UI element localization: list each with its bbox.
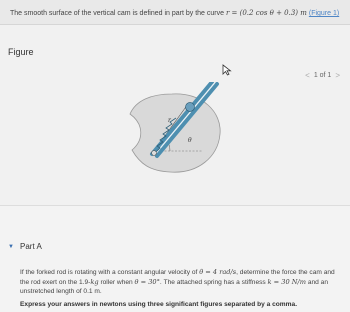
theta-symbol: θ: [188, 137, 192, 144]
pivot-pin: [152, 151, 157, 156]
answer-instruction: Express your answers in newtons using three significant figures separated by a comma.: [20, 301, 298, 308]
roller: [186, 103, 195, 112]
curve-equation: r = (0.2 cos θ + 0.3) m: [225, 9, 307, 17]
r-symbol: r: [168, 117, 171, 124]
cam-figure: [110, 82, 230, 177]
angular-velocity: θ̇ = 4 rad/s: [199, 268, 237, 276]
part-a-title[interactable]: Part A: [20, 242, 42, 251]
problem-header: [0, 0, 350, 25]
mass-unit: kg: [90, 277, 99, 286]
collapse-chevron-icon[interactable]: ▼: [8, 244, 14, 250]
spring-stiffness: k = 30 N/m: [267, 277, 306, 286]
part-a-question: [20, 268, 342, 296]
figure-link[interactable]: (Figure 1): [308, 10, 340, 17]
question-text-3: roller when: [98, 278, 135, 286]
question-text-4: . The attached spring has a stiffness: [159, 278, 268, 286]
part-a-section: [0, 205, 350, 312]
figure-page-indicator: 1 of 1: [313, 72, 332, 79]
problem-statement: [10, 9, 339, 17]
theta-value: θ = 30°: [134, 277, 160, 286]
question-text-2: , determine the force the cam and the rod exert on the 1.9-: [20, 269, 335, 286]
figure-heading: Figure: [8, 47, 34, 57]
figure-pager: [305, 71, 340, 80]
question-text-5: and an unstretched length of 0.1 m.: [20, 278, 328, 295]
previous-figure-button[interactable]: <: [305, 71, 310, 80]
next-figure-button[interactable]: >: [335, 71, 340, 80]
problem-text-before: The smooth surface of the vertical cam is defined in part by the curve: [10, 10, 226, 17]
question-text-1: If the forked rod is rotating with a constant angular velocity of: [20, 269, 200, 276]
mouse-cursor-icon: [222, 64, 232, 76]
